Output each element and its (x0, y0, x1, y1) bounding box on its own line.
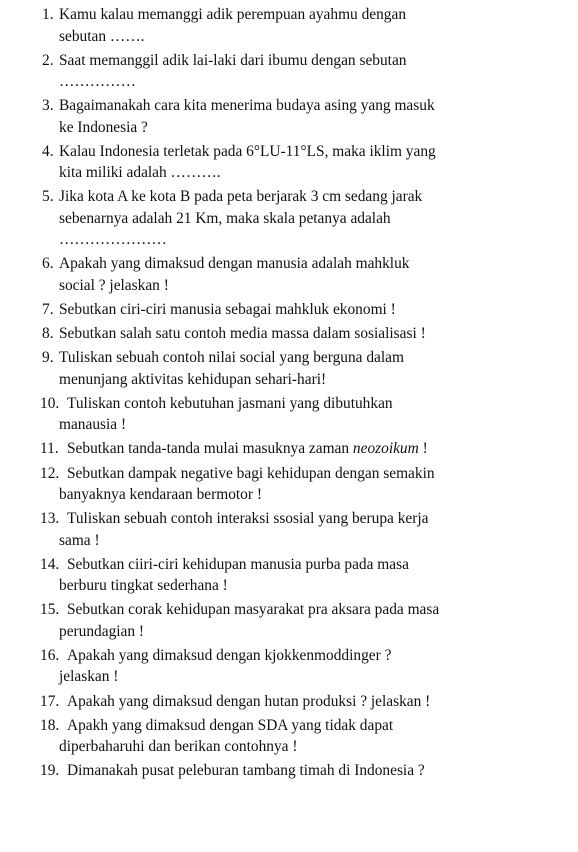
question-text-line: jelaskan ! (59, 668, 119, 686)
question-text-line: Sebutkan salah satu contoh media massa dalam sosialisasi ! (59, 325, 426, 343)
question-2 (0, 50, 566, 93)
question-text-line: berburu tingkat sederhana ! (59, 577, 228, 595)
question-text-line: Kamu kalau memanggi adik perempuan ayahmu dengan (59, 6, 407, 23)
question-text-line: sebenarnya adalah 21 Km, maka skala petanya adalah (59, 209, 391, 227)
question-7 (0, 299, 566, 321)
question-5 (0, 186, 566, 251)
question-text: Sebutkan tanda-tanda mulai masuknya zaman (67, 440, 353, 458)
question-text-line: banyaknya kendaraan bermotor ! (59, 486, 262, 504)
question-1 (0, 4, 566, 47)
question-text-line: sama ! (59, 531, 100, 549)
question-number: 12. (40, 464, 60, 482)
question-text-line: Sebutkan ciiri-ciri kehidupan manusia purba pada masa (67, 555, 409, 573)
question-text-line: Tuliskan sebuah contoh nilai social yang berguna dalam (59, 349, 404, 367)
question-12 (0, 463, 566, 506)
question-10 (0, 393, 566, 436)
question-text-line: Apakah yang dimaksud dengan hutan produksi ? jelaskan ! (67, 692, 431, 710)
answer-blank: …………… (59, 73, 136, 91)
question-text-line: Saat memanggil adik lai-laki dari ibumu dengan sebutan (59, 51, 407, 69)
question-text-line: diperbaharuhi dan berikan contohnya ! (59, 738, 298, 756)
question-3 (0, 95, 566, 138)
question-8 (0, 323, 566, 345)
question-text-line: Dimanakah pusat peleburan tambang timah di Indonesia ? (67, 762, 425, 780)
question-number: 4. (42, 142, 54, 160)
question-text-line: Tuliskan sebuah contoh interaksi ssosial yang berupa kerja (67, 510, 429, 528)
question-number: 9. (42, 349, 54, 367)
question-text-line: sebutan ……. (59, 27, 145, 45)
question-number: 6. (42, 255, 54, 273)
question-18 (0, 715, 566, 758)
question-number: 11. (40, 440, 59, 458)
question-number: 8. (42, 325, 54, 343)
question-text-line (67, 438, 566, 460)
question-text-line: Kalau Indonesia terletak pada 6°LU-11°LS, maka iklim yang (59, 142, 436, 160)
question-text-line: manausia ! (59, 416, 127, 434)
question-9 (0, 347, 566, 390)
question-text-line: Sebutkan corak kehidupan masyarakat pra aksara pada masa (67, 601, 440, 619)
question-19 (0, 760, 566, 782)
question-number: 13. (40, 510, 60, 528)
question-text-line: Apakh yang dimaksud dengan SDA yang tidak dapat (67, 716, 394, 734)
answer-blank: ………………… (59, 231, 167, 249)
question-17 (0, 691, 566, 713)
question-text-line: Apakah yang dimaksud dengan kjokkenmoddinger ? (67, 646, 392, 664)
question-number: 19. (40, 762, 60, 780)
question-14 (0, 554, 566, 597)
question-text-line: Sebutkan ciri-ciri manusia sebagai mahkluk ekonomi ! (59, 301, 396, 319)
question-number: 16. (40, 646, 60, 664)
question-list (0, 4, 566, 782)
question-text: ! (418, 440, 428, 458)
question-number: 1. (42, 6, 54, 23)
question-number: 5. (42, 188, 54, 206)
question-13 (0, 508, 566, 551)
question-text-line: Bagaimanakah cara kita menerima budaya asing yang masuk (59, 97, 435, 115)
question-text-line: kita miliki adalah ………. (59, 164, 221, 182)
question-number: 18. (40, 716, 60, 734)
question-number: 15. (40, 601, 60, 619)
question-number: 2. (42, 51, 54, 69)
question-16 (0, 645, 566, 688)
question-number: 14. (40, 555, 60, 573)
question-text-line: Sebutkan dampak negative bagi kehidupan dengan semakin (67, 464, 435, 482)
question-number: 7. (42, 301, 54, 319)
question-text-line: menunjang aktivitas kehidupan sehari-hari! (59, 370, 327, 388)
italic-term: neozoikum (352, 440, 419, 458)
question-text-line: ke Indonesia ? (59, 118, 148, 136)
question-11 (0, 438, 566, 460)
question-text-line: Tuliskan contoh kebutuhan jasmani yang dibutuhkan (67, 394, 393, 412)
question-number: 17. (40, 692, 60, 710)
question-4 (0, 141, 566, 184)
question-text-line: Jika kota A ke kota B pada peta berjarak 3 cm sedang jarak (59, 188, 423, 206)
question-6 (0, 253, 566, 296)
question-text-line: perundagian ! (59, 622, 145, 640)
question-number: 10. (40, 394, 60, 412)
question-text-line: Apakah yang dimaksud dengan manusia adalah mahkluk (59, 255, 410, 273)
question-number: 3. (42, 97, 54, 115)
question-text-line: social ? jelaskan ! (59, 276, 169, 294)
question-15 (0, 599, 566, 642)
